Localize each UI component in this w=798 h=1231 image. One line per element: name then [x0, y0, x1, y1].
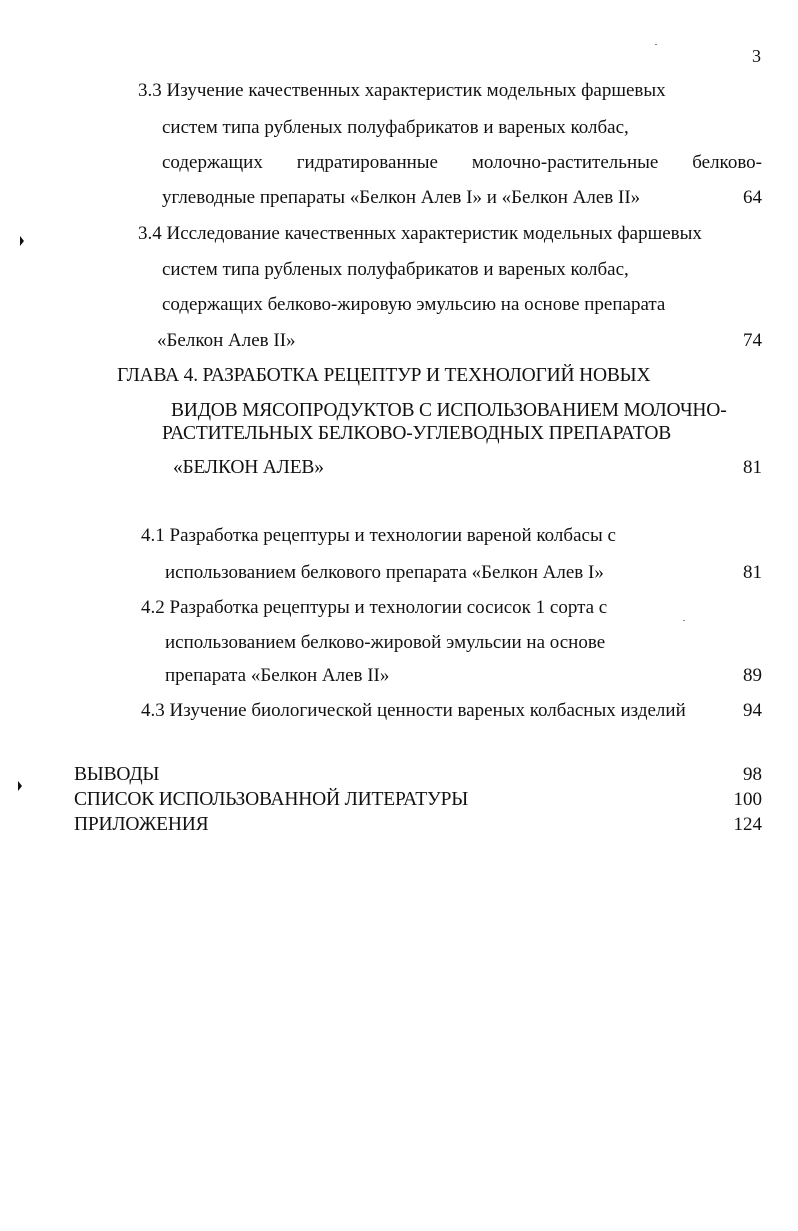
toc-3-4-line-1: 3.4 Исследование качественных характеристик модельных фаршевых: [138, 223, 702, 244]
toc-4-2-page: 89: [743, 665, 762, 686]
toc-4-1-page: 81: [743, 562, 762, 583]
scan-speck: [655, 44, 657, 45]
toc-4-3-page: 94: [743, 700, 762, 721]
toc-4-3-line-1: 4.3 Изучение биологической ценности вареных колбасных изделий: [141, 700, 686, 721]
toc-3-3-word-1: содержащих: [162, 152, 263, 173]
toc-3-4-page: 74: [743, 330, 762, 351]
toc-3-3-word-3: молочно-растительные: [471, 152, 659, 173]
toc-3-3-page: 64: [743, 187, 762, 208]
conclusions-page: 98: [743, 764, 762, 785]
toc-3-3-line-1: 3.3 Изучение качественных характеристик модельных фаршевых: [138, 80, 666, 101]
page-number: 3: [752, 46, 761, 66]
toc-3-3-line-2: систем типа рубленых полуфабрикатов и вареных колбас,: [162, 117, 629, 138]
toc-4-1-line-1: 4.1 Разработка рецептуры и технологии вареной колбасы с: [141, 525, 616, 546]
chapter-4-line-4: «БЕЛКОН АЛЕВ»: [173, 457, 324, 478]
toc-4-2-line-1: 4.2 Разработка рецептуры и технологии сосисок 1 сорта с: [141, 597, 608, 618]
toc-3-4-line-4: «Белкон Алев II»: [157, 330, 296, 351]
chapter-4-line-1: ГЛАВА 4. РАЗРАБОТКА РЕЦЕПТУР И ТЕХНОЛОГИЙ НОВЫХ: [117, 365, 651, 386]
toc-3-3-line-3: [162, 152, 762, 174]
chapter-4-line-2: ВИДОВ МЯСОПРОДУКТОВ С ИСПОЛЬЗОВАНИЕМ МОЛОЧНО-: [171, 400, 727, 421]
toc-4-2-line-2: использованием белково-жировой эмульсии на основе: [165, 632, 606, 653]
appendices-label: ПРИЛОЖЕНИЯ: [74, 814, 209, 835]
chapter-4-line-3: РАСТИТЕЛЬНЫХ БЕЛКОВО-УГЛЕВОДНЫХ ПРЕПАРАТОВ: [162, 423, 672, 444]
references-page: 100: [733, 789, 762, 810]
conclusions-label: ВЫВОДЫ: [74, 764, 160, 785]
scan-speck: [683, 620, 685, 621]
toc-3-4-line-3: содержащих белково-жировую эмульсию на основе препарата: [162, 294, 666, 315]
toc-3-4-line-2: систем типа рубленых полуфабрикатов и вареных колбас,: [162, 259, 629, 280]
toc-3-3-word-2: гидратированные: [296, 152, 438, 173]
toc-3-3-line-4: углеводные препараты «Белкон Алев I» и «Белкон Алев II»: [162, 187, 641, 208]
toc-4-2-line-3: препарата «Белкон Алев II»: [165, 665, 390, 686]
chapter-4-page: 81: [743, 457, 762, 478]
references-label: СПИСОК ИСПОЛЬЗОВАННОЙ ЛИТЕРАТУРЫ: [74, 789, 469, 810]
margin-mark: [20, 236, 24, 246]
toc-3-3-word-4: белково-: [692, 152, 762, 173]
appendices-page: 124: [733, 814, 762, 835]
toc-4-1-line-2: использованием белкового препарата «Белкон Алев I»: [165, 562, 604, 583]
margin-mark: [18, 781, 22, 791]
